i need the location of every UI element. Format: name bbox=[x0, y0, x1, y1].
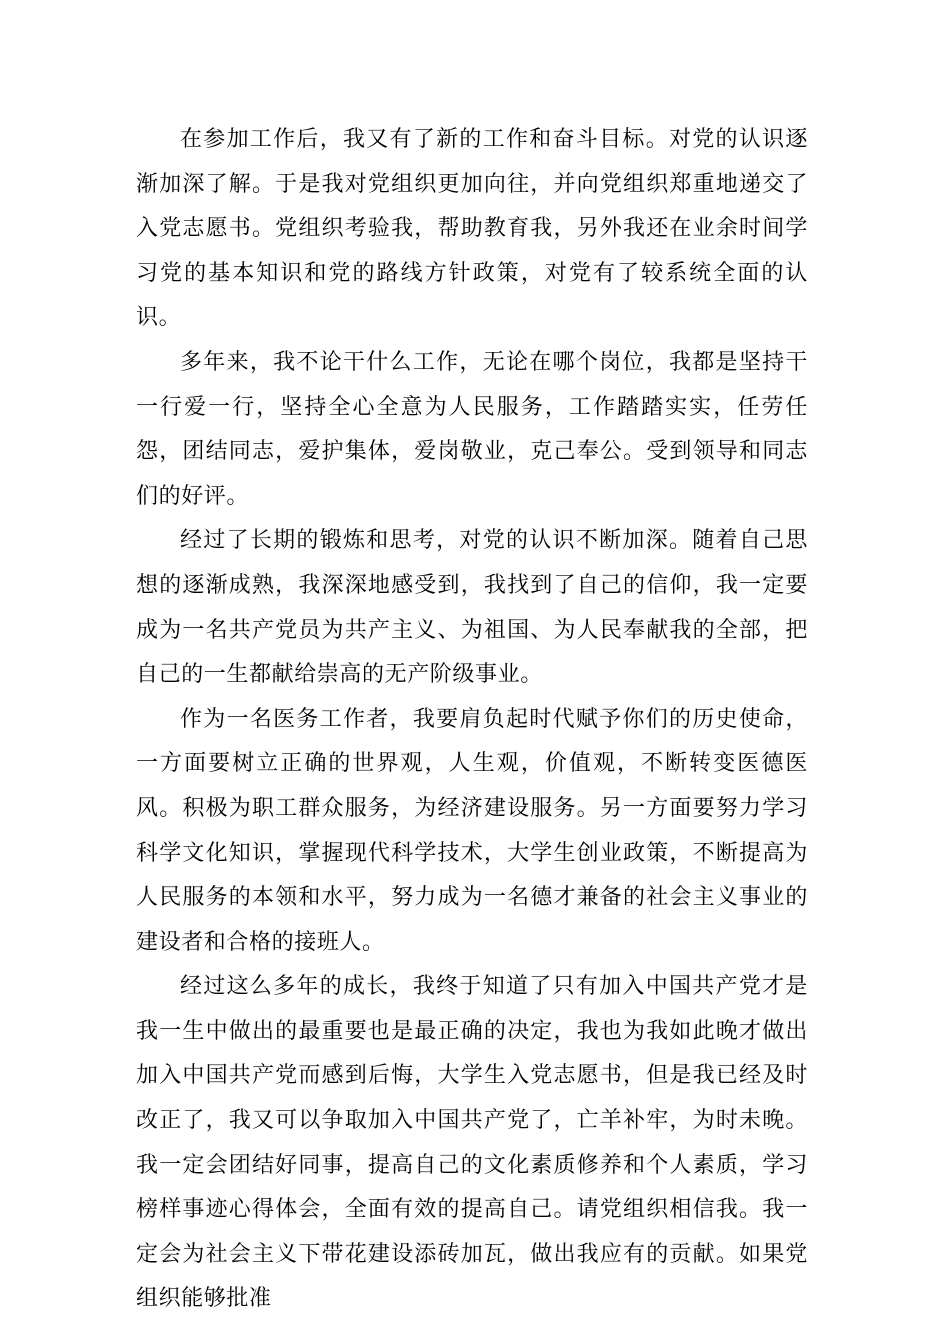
document-body bbox=[136, 118, 808, 1322]
paragraph-4: 作为一名医务工作者，我要肩负起时代赋予你们的历史使命，一方面要树立正确的世界观，人生观，价值观，不断转变医德医风。积极为职工群众服务，为经济建设服务。另一方面要努力学习科学文化知识，掌握现代科学技术，大学生创业政策，不断提高为人民服务的本领和水平，努力成为一名德才兼备的社会主义事业的建设者和合格的接班人。 bbox=[136, 706, 808, 955]
paragraph-5: 经过这么多年的成长，我终于知道了只有加入中国共产党才是我一生中做出的最重要也是最正确的决定，我也为我如此晚才做出加入中国共产党而感到后悔，大学生入党志愿书，但是我已经及时改正了，我又可以争取加入中国共产党了，亡羊补牢，为时未晚。我一定会团结好同事，提高自己的文化素质修养和个人素质，学习榜样事迹心得体会，全面有效的提高自己。请党组织相信我。我一定会为社会主义下带花建设添砖加瓦，做出我应有的贡献。如果党组织能够批准 bbox=[136, 974, 808, 1312]
paragraph-2: 多年来，我不论干什么工作，无论在哪个岗位，我都是坚持干一行爱一行，坚持全心全意为人民服务，工作踏踏实实，任劳任怨，团结同志，爱护集体，爱岗敬业，克己奉公。受到领导和同志们的好评。 bbox=[136, 349, 808, 509]
paragraph-3: 经过了长期的锻炼和思考，对党的认识不断加深。随着自己思想的逐渐成熟，我深深地感受到，我找到了自己的信仰，我一定要成为一名共产党员为共产主义、为祖国、为人民奉献我的全部，把自己的一生都献给崇高的无产阶级事业。 bbox=[136, 528, 808, 688]
paragraph-1: 在参加工作后，我又有了新的工作和奋斗目标。对党的认识逐渐加深了解。于是我对党组织更加向往，并向党组织郑重地递交了入党志愿书。党组织考验我，帮助教育我，另外我还在业余时间学习党的基本知识和党的路线方针政策，对党有了较系统全面的认识。 bbox=[136, 127, 808, 331]
